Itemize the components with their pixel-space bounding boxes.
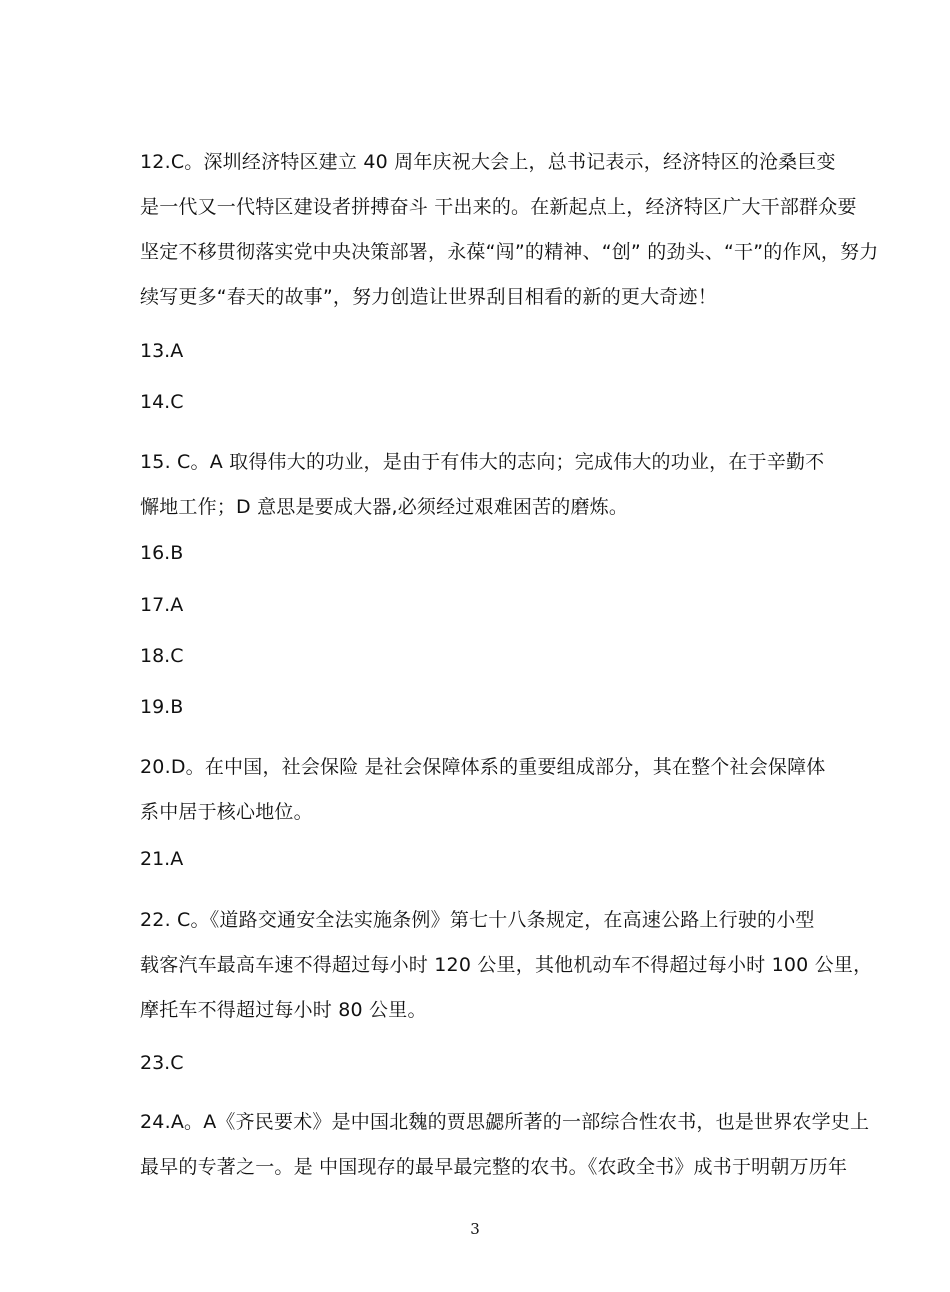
answer-17: 17.A: [140, 594, 184, 616]
answer-20-line-2: 系中居于核心地位。: [140, 801, 313, 823]
answer-15-line-2: 懈地工作；D 意思是要成大器,必须经过艰难困苦的磨炼。: [140, 496, 629, 518]
answer-12: [140, 140, 879, 320]
answer-12-line-2: 是一代又一代特区建设者拼搏奋斗 干出来的。在新起点上，经济特区广大干部群众要: [140, 196, 857, 218]
answer-12-line-4: 续写更多“春天的故事”，努力创造让世界刮目相看的新的更大奇迹！: [140, 286, 717, 308]
answer-12-line-3: 坚定不移贯彻落实党中央决策部署，永葆“闯”的精神、“创” 的劲头、“干”的作风，努力: [140, 241, 879, 263]
answer-24-line-2: 最早的专著之一。是 中国现存的最早最完整的农书。《农政全书》成书于明朝万历年: [140, 1156, 848, 1178]
answer-20-line-1: 20.D。在中国，社会保险 是社会保障体系的重要组成部分，其在整个社会保障体: [140, 756, 826, 778]
answer-22-line-3: 摩托车不得超过每小时 80 公里。: [140, 999, 427, 1021]
answer-12-line-1: 12.C。深圳经济特区建立 40 周年庆祝大会上，总书记表示，经济特区的沧桑巨变: [140, 151, 836, 173]
answer-13: 13.A: [140, 340, 184, 362]
answer-21: 21.A: [140, 848, 184, 870]
answer-23: 23.C: [140, 1052, 184, 1074]
answer-22-line-1: 22. C。《道路交通安全法实施条例》第七十八条规定，在高速公路上行驶的小型: [140, 909, 815, 931]
answer-22: [140, 898, 873, 1033]
answer-24-line-1: 24.A。A《齐民要术》是中国北魏的贾思勰所著的一部综合性农书，也是世界农学史上: [140, 1111, 870, 1133]
answer-14: 14.C: [140, 391, 184, 413]
answer-16: 16.B: [140, 542, 184, 564]
answer-22-line-2: 载客汽车最高车速不得超过每小时 120 公里，其他机动车不得超过每小时 100 公里，: [140, 954, 873, 976]
answer-18: 18.C: [140, 645, 184, 667]
answer-15-line-1: 15. C。A 取得伟大的功业，是由于有伟大的志向；完成伟大的功业，在于辛勤不: [140, 451, 825, 473]
answer-24: [140, 1100, 870, 1190]
answer-15: [140, 440, 852, 530]
page-number: 3: [470, 1220, 480, 1238]
answer-20: [140, 745, 852, 835]
answer-19: 19.B: [140, 696, 184, 718]
